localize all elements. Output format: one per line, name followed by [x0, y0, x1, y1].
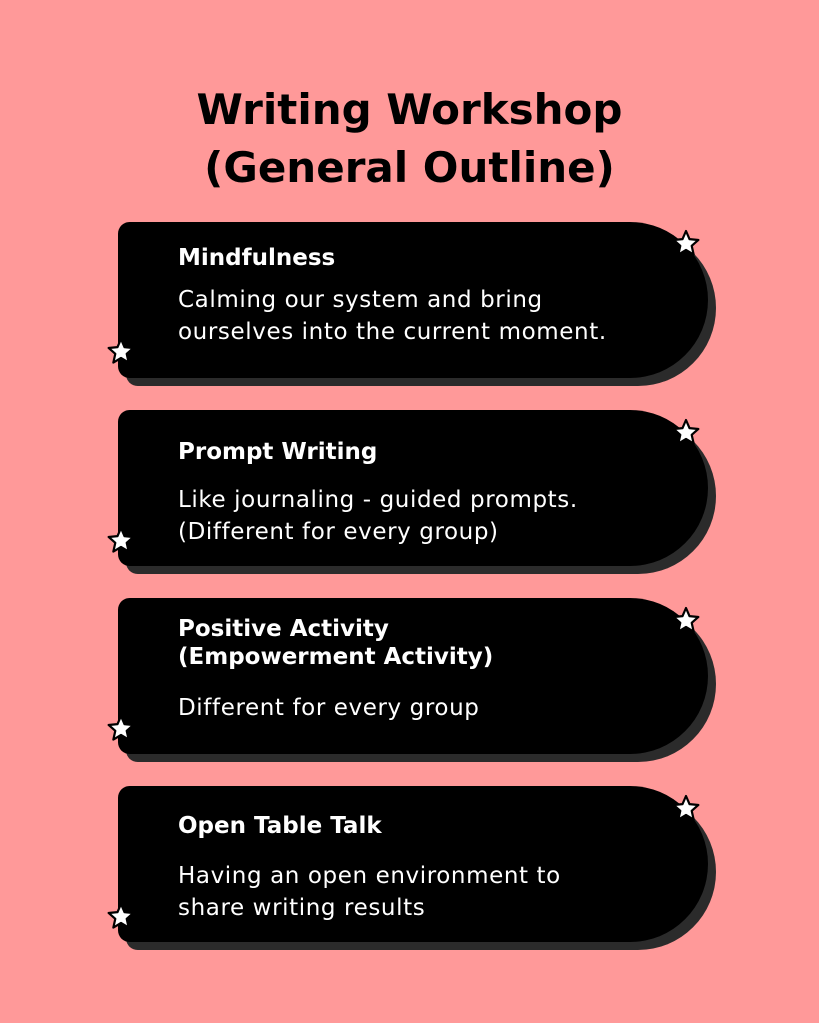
outline-card-open-table-talk: [118, 786, 713, 944]
star-icon: [106, 337, 136, 367]
star-icon: [106, 526, 136, 556]
page-title-line1: Writing Workshop: [196, 85, 623, 134]
card-description-line2: (Different for every group): [178, 519, 499, 545]
card-heading: Prompt Writing: [178, 439, 378, 465]
card-heading-line1: Positive Activity: [178, 616, 389, 642]
outline-card-mindfulness: [118, 222, 713, 380]
outline-card-prompt-writing: [118, 410, 713, 568]
card-heading: Open Table Talk: [178, 813, 382, 839]
outline-card-positive-activity: [118, 598, 713, 756]
card-description-line2: ourselves into the current moment.: [178, 319, 607, 345]
star-icon: [106, 714, 136, 744]
card-heading-line2: (Empowerment Activity): [178, 644, 494, 670]
card-description-line2: share writing results: [178, 895, 426, 921]
star-icon: [671, 794, 701, 824]
card-description-line1: Like journaling - guided prompts.: [178, 487, 578, 513]
card-description-line1: Different for every group: [178, 695, 480, 721]
card-description-line1: Calming our system and bring: [178, 287, 543, 313]
page-title-line2: (General Outline): [204, 143, 615, 192]
card-description-line1: Having an open environment to: [178, 863, 561, 889]
star-icon: [106, 902, 136, 932]
star-icon: [671, 606, 701, 636]
card-heading: Mindfulness: [178, 245, 336, 271]
star-icon: [671, 418, 701, 448]
star-icon: [671, 229, 701, 259]
